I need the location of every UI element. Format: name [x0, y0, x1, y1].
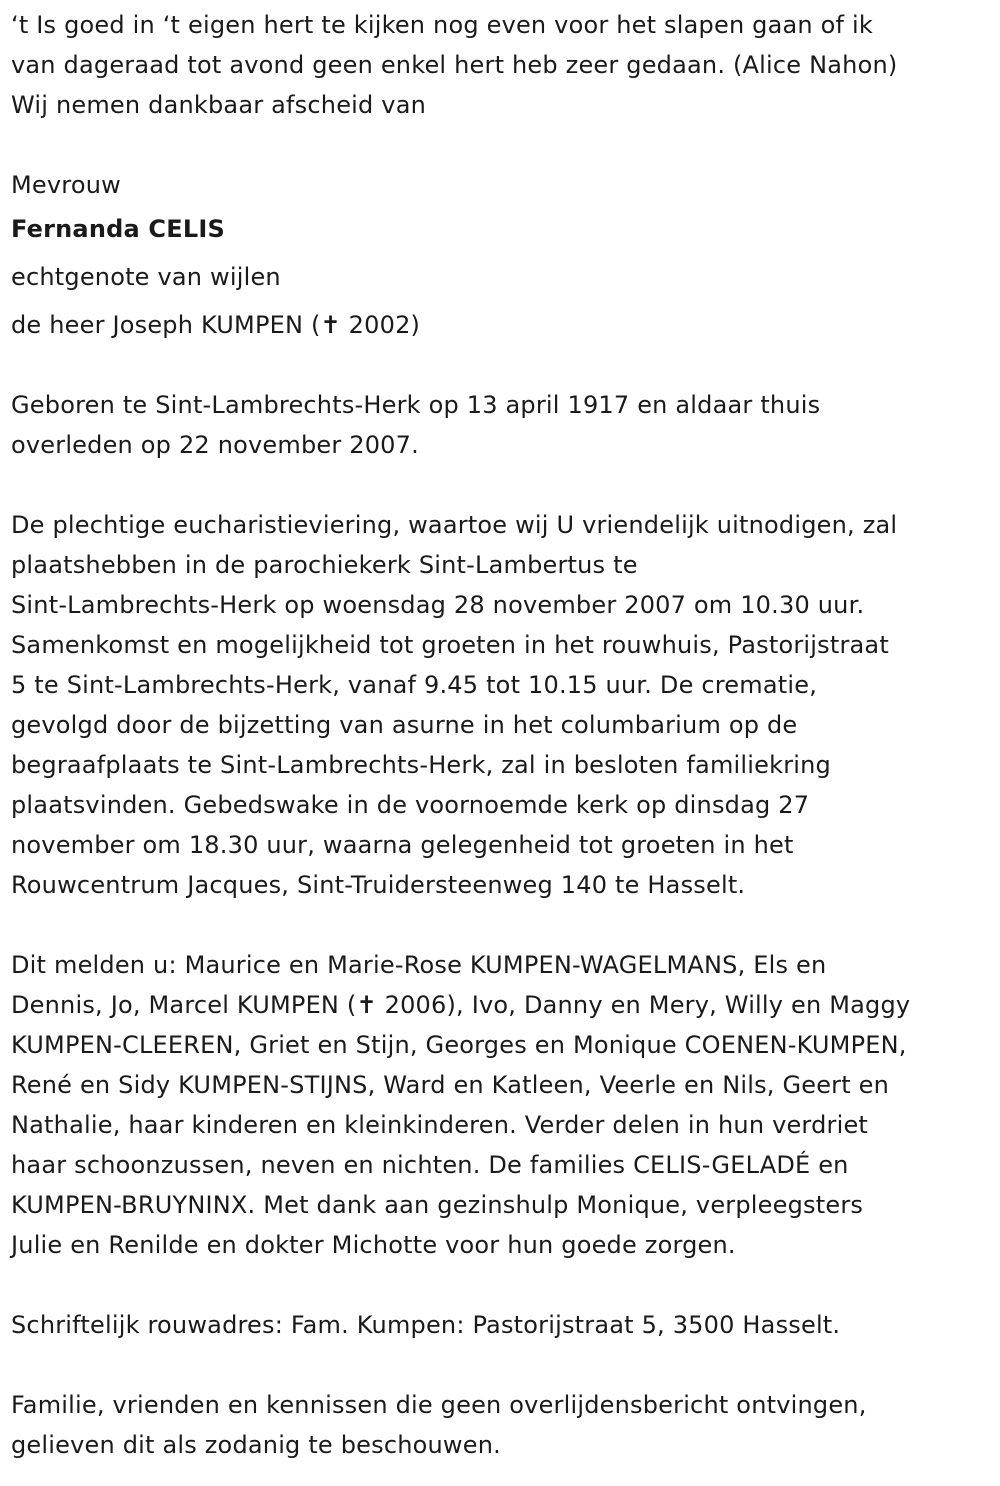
family-paragraph [11, 945, 996, 1265]
ceremony-line: 5 te Sint-Lambrechts-Herk, vanaf 9.45 tot 10.15 uur. De crematie, [11, 671, 818, 699]
quote-line: Wij nemen dankbaar afscheid van [11, 91, 427, 119]
ceremony-line: plaatsvinden. Gebedswake in de voornoemde kerk op dinsdag 27 [11, 791, 810, 819]
quote-line: ‘t Is goed in ‘t eigen hert te kijken nog even voor het slapen gaan of ik [11, 11, 873, 39]
address-paragraph [11, 1305, 996, 1345]
salutation: Mevrouw [11, 171, 121, 199]
family-line: KUMPEN-CLEEREN, Griet en Stijn, Georges en Monique COENEN-KUMPEN, [11, 1031, 907, 1059]
closing-line: Familie, vrienden en kennissen die geen overlijdensbericht ontvingen, [11, 1391, 867, 1419]
family-line: haar schoonzussen, neven en nichten. De families CELIS-GELADÉ en [11, 1151, 849, 1179]
family-line: René en Sidy KUMPEN-STIJNS, Ward en Katleen, Veerle en Nils, Geert en [11, 1071, 890, 1099]
ceremony-line: begraafplaats te Sint-Lambrechts-Herk, zal in besloten familiekring [11, 751, 831, 779]
family-line: Dennis, Jo, Marcel KUMPEN (✝ 2006), Ivo, Danny en Mery, Willy en Maggy [11, 991, 911, 1019]
birth-death-line: Geboren te Sint-Lambrechts-Herk op 13 april 1917 en aldaar thuis [11, 391, 821, 419]
obituary-document [11, 5, 996, 1465]
quote-paragraph [11, 5, 996, 125]
ceremony-line: plaatshebben in de parochiekerk Sint-Lambertus te [11, 551, 638, 579]
quote-line: van dageraad tot avond geen enkel hert heb zeer gedaan. (Alice Nahon) [11, 51, 898, 79]
closing-line: gelieven dit als zodanig te beschouwen. [11, 1431, 501, 1459]
ceremony-line: De plechtige eucharistieviering, waartoe wij U vriendelijk uitnodigen, zal [11, 511, 898, 539]
mourning-address: Schriftelijk rouwadres: Fam. Kumpen: Pastorijstraat 5, 3500 Hasselt. [11, 1311, 841, 1339]
ceremony-line: november om 18.30 uur, waarna gelegenheid tot groeten in het [11, 831, 794, 859]
birth-death-line: overleden op 22 november 2007. [11, 431, 419, 459]
ceremony-paragraph [11, 505, 996, 905]
family-line: Dit melden u: Maurice en Marie-Rose KUMPEN-WAGELMANS, Els en [11, 951, 827, 979]
birth-death-paragraph [11, 385, 996, 465]
deceased-block [11, 165, 996, 349]
family-line: Julie en Renilde en dokter Michotte voor hun goede zorgen. [11, 1231, 736, 1259]
spouse-text: de heer Joseph KUMPEN (✝ 2002) [11, 311, 421, 339]
ceremony-line: Rouwcentrum Jacques, Sint-Truidersteenweg 140 te Hasselt. [11, 871, 746, 899]
ceremony-line: Samenkomst en mogelijkheid tot groeten in het rouwhuis, Pastorijstraat [11, 631, 889, 659]
relation-text: echtgenote van wijlen [11, 263, 281, 291]
family-line: KUMPEN-BRUYNINX. Met dank aan gezinshulp Monique, verpleegsters [11, 1191, 864, 1219]
ceremony-line: Sint-Lambrechts-Herk op woensdag 28 november 2007 om 10.30 uur. [11, 591, 865, 619]
closing-paragraph [11, 1385, 996, 1465]
deceased-name: Fernanda CELIS [11, 215, 225, 243]
ceremony-line: gevolgd door de bijzetting van asurne in het columbarium op de [11, 711, 798, 739]
family-line: Nathalie, haar kinderen en kleinkinderen. Verder delen in hun verdriet [11, 1111, 869, 1139]
